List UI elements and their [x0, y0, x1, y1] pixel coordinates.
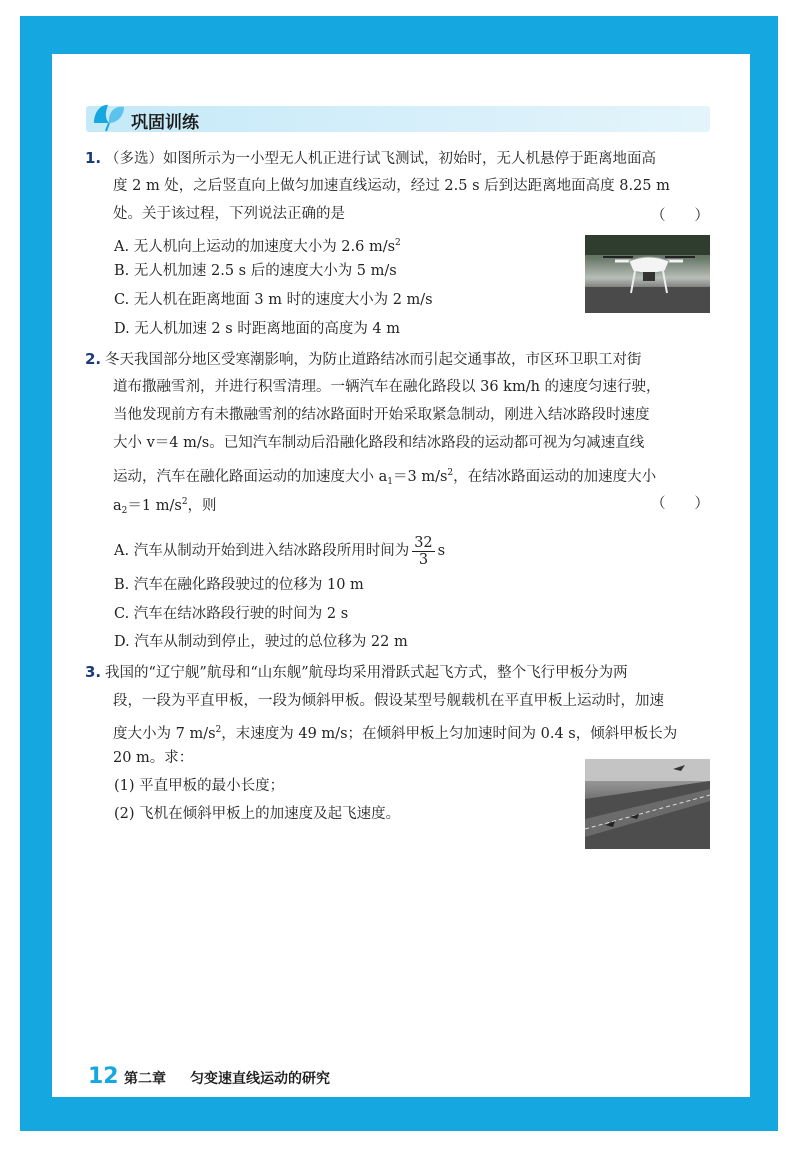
q3-l3-sup: 2	[215, 725, 222, 735]
q2-option-d: D. 汽车从制动到停止，驶过的总位移为 22 m	[114, 634, 408, 650]
q1-stem-line-3: 处。关于该过程，下列说法正确的是	[113, 206, 345, 222]
q2-l6-sup: 2	[181, 497, 188, 507]
q2-number: 2.	[85, 350, 102, 368]
q3-part-2: (2) 飞机在倾斜甲板上的加速度及起飞速度。	[114, 806, 401, 822]
page-frame-left	[20, 16, 52, 1131]
q3-part-1: (1) 平直甲板的最小长度；	[114, 778, 285, 794]
q3-stem-line-2: 段，一段为平直甲板，一段为倾斜甲板。假设某型号舰载机在平直甲板上运动时，加速	[113, 693, 664, 709]
q2-stem-line-4: 大小 v＝4 m/s。已知汽车制动后沿融化路段和结冰路段的运动都可视为匀减速直线	[113, 435, 645, 451]
q2-option-a-unit: s	[437, 543, 446, 559]
aircraft-carrier-photo	[585, 759, 710, 849]
q3-stem-line-1	[85, 662, 628, 683]
q1-text-1: （多选）如图所示为一小型无人机正进行试飞测试，初始时，无人机悬停于距离地面高	[105, 151, 656, 167]
fraction-denominator: 3	[418, 551, 429, 568]
drone-photo	[585, 235, 710, 313]
q1-option-b: B. 无人机加速 2.5 s 后的速度大小为 5 m/s	[114, 263, 397, 279]
q2-stem-line-6	[113, 492, 217, 521]
q2-l5-sup: 2	[447, 468, 454, 478]
q1-stem-line-2: 度 2 m 处，之后竖直向上做匀加速直线运动，经过 2.5 s 后到达距离地面高度 8.25 m	[113, 178, 670, 194]
ginkgo-leaf-icon	[92, 101, 126, 133]
q3-stem-line-4: 20 m。求：	[113, 750, 194, 766]
q1-option-c: C. 无人机在距离地面 3 m 时的速度大小为 2 m/s	[114, 292, 433, 308]
q1-number: 1.	[85, 149, 102, 167]
page-frame-top	[20, 16, 778, 54]
q2-option-c: C. 汽车在结冰路段行驶的时间为 2 s	[114, 606, 349, 622]
drone-illustration	[585, 235, 710, 313]
q3-number: 3.	[85, 663, 102, 681]
q2-l6-sub: 2	[121, 506, 128, 516]
q2-stem-line-1	[85, 349, 642, 370]
carrier-illustration	[585, 759, 710, 849]
q2-l6-a: a	[113, 498, 122, 514]
q3-l3-b: ，末速度为 49 m/s；在倾斜甲板上匀加速时间为 0.4 s，倾斜甲板长为	[221, 726, 678, 742]
q2-l6-b: ＝1 m/s	[127, 498, 182, 514]
q2-option-a-fraction	[412, 535, 434, 568]
q2-stem-line-3: 当他发现前方有未撒融雪剂的结冰路面时开始采取紧急制动，刚进入结冰路段时速度	[113, 407, 650, 423]
q1-option-a-text: A. 无人机向上运动的加速度大小为 2.6 m/s	[114, 239, 396, 255]
q2-stem-line-5	[113, 463, 656, 492]
q1-stem-line-1	[85, 148, 656, 169]
page-number: 12	[88, 1064, 119, 1089]
q2-l5-c: ，在结冰路面运动的加速度大小	[453, 469, 657, 485]
q3-l3-a: 度大小为 7 m/s	[113, 726, 216, 742]
section-title: 巩固训练	[131, 113, 199, 133]
fraction-numerator: 32	[414, 534, 433, 551]
q2-option-a-text: A. 汽车从制动开始到进入结冰路段所用时间为	[114, 543, 410, 559]
q2-text-1: 冬天我国部分地区受寒潮影响，为防止道路结冰而引起交通事故，市区环卫职工对街	[105, 352, 642, 368]
q2-stem-line-2: 道布撒融雪剂，并进行积雪清理。一辆汽车在融化路段以 36 km/h 的速度匀速行驶，	[113, 379, 661, 395]
q2-l6-c: ，则	[187, 498, 217, 514]
q2-l5-b: ＝3 m/s	[393, 469, 448, 485]
chapter-title: 匀变速直线运动的研究	[190, 1071, 330, 1087]
q2-l5-a: 运动，汽车在融化路面运动的加速度大小 a	[113, 469, 388, 485]
q1-option-d: D. 无人机加速 2 s 时距离地面的高度为 4 m	[114, 321, 401, 337]
q3-text-1: 我国的“辽宁舰”航母和“山东舰”航母均采用滑跃式起飞方式，整个飞行甲板分为两	[105, 665, 628, 681]
chapter-label: 第二章	[124, 1071, 166, 1087]
page-frame-right	[750, 16, 778, 1131]
q3-stem-line-3	[113, 720, 677, 744]
q2-option-b: B. 汽车在融化路段驶过的位移为 10 m	[114, 577, 364, 593]
q2-answer-blank: （ ）	[651, 496, 709, 512]
q2-l5-sub: 1	[387, 477, 393, 487]
q1-answer-blank: （ ）	[651, 208, 709, 224]
page-frame-bottom	[20, 1097, 778, 1131]
q2-option-a	[114, 533, 445, 569]
q1-option-a-sup: 2	[395, 238, 401, 248]
q1-option-a	[114, 233, 401, 257]
